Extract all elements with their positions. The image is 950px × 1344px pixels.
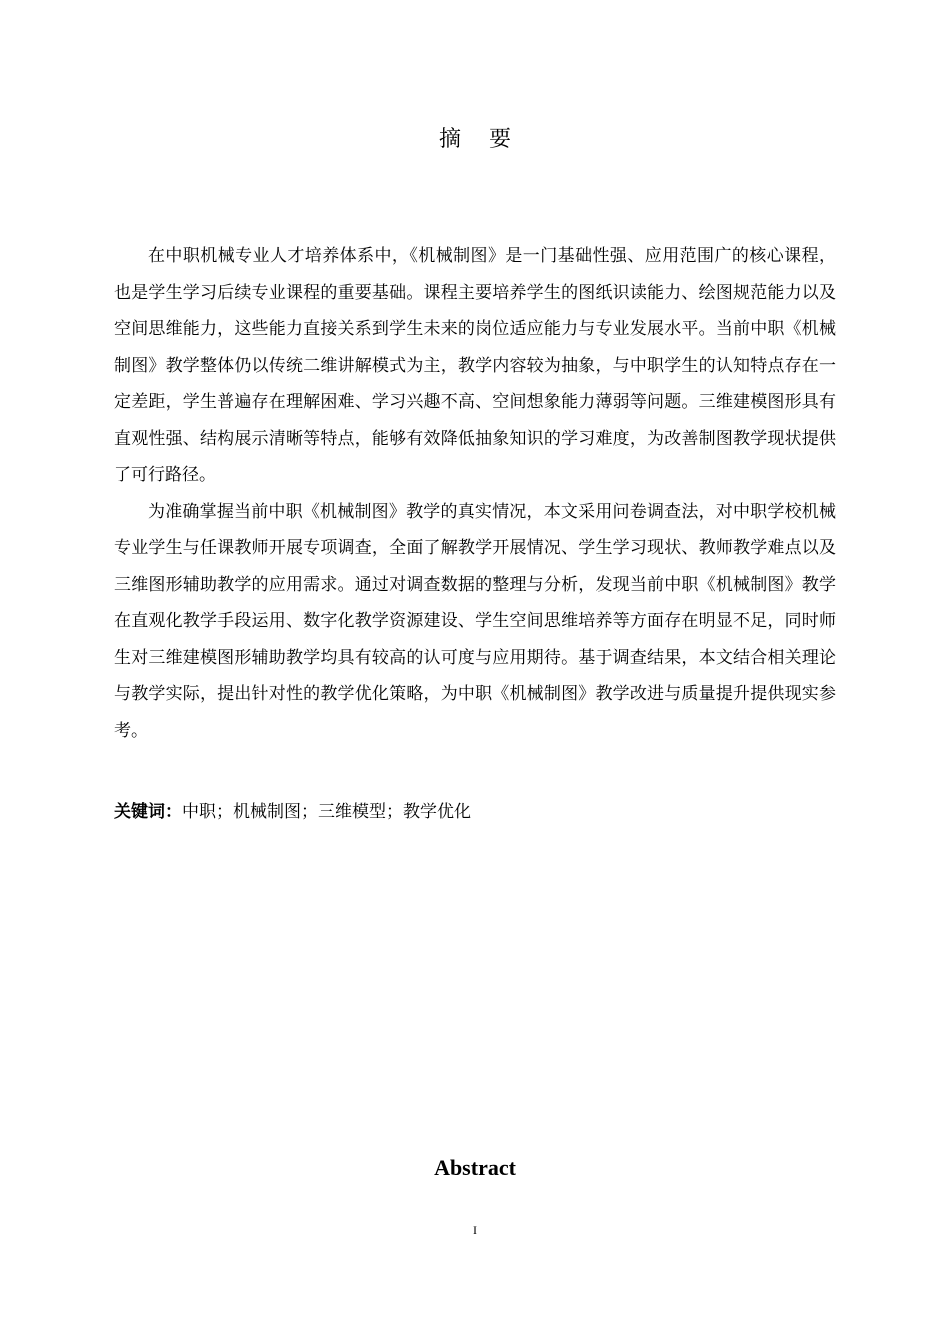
abstract-body [114,238,836,749]
page-number: I [473,1223,477,1237]
paragraph-1: 在中职机械专业人才培养体系中，《机械制图》是一门基础性强、应用范围广的核心课程，也是学生学习后续专业课程的重要基础。课程主要培养学生的图纸识读能力、绘图规范能力以及空间思维能力，这些能力直接关系到学生未来的岗位适应能力与专业发展水平。当前中职《机械制图》教学整体仍以传统二维讲解模式为主，教学内容较为抽象，与中职学生的认知特点存在一定差距，学生普遍存在理解困难、学习兴趣不高、空间想象能力薄弱等问题。三维建模图形具有直观性强、结构展示清晰等特点，能够有效降低抽象知识的学习难度，为改善制图教学现状提供了可行路径。 [114,246,836,485]
page-title: 摘要 [438,127,539,152]
paragraph-2: 为准确掌握当前中职《机械制图》教学的真实情况，本文采用问卷调查法，对中职学校机械专业学生与任课教师开展专项调查，全面了解教学开展情况、学生学习现状、教师教学难点以及三维图形辅助教学的应用需求。通过对调查数据的整理与分析，发现当前中职《机械制图》教学在直观化教学手段运用、数字化教学资源建设、学生空间思维培养等方面存在明显不足，同时师生对三维建模图形辅助教学均具有较高的认可度与应用期待。基于调查结果，本文结合相关理论与教学实际，提出针对性的教学优化策略，为中职《机械制图》教学改进与质量提升提供现实参考。 [114,501,836,741]
keywords-line [114,796,836,828]
abstract-heading: Abstract [434,1155,516,1180]
keywords-label: 关键词： [114,802,182,822]
keywords-value: 中职；机械制图；三维模型；教学优化 [182,802,471,822]
